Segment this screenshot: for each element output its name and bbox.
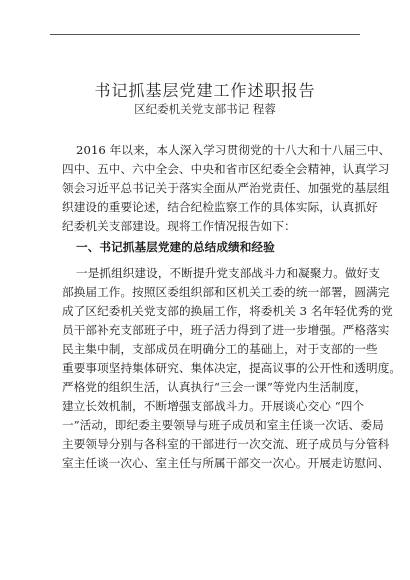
document-subtitle: 区纪委机关党支部书记 程蓉 — [134, 102, 276, 116]
section-heading: 一、书记抓基层党建的总结成绩和经验 — [76, 240, 275, 254]
text-line: 员干部补充支部班子中，班子活力得到了进一步增强。严格落实 — [62, 323, 390, 337]
text-line: 室主任谈一次心、室主任与所属干部交一次心。开展走访慰问、 — [62, 456, 390, 470]
text-line: 领会习近平总书记关于落实全面从严治党责任、加强党的基层组 — [62, 181, 390, 195]
text-line: 主要领导分别与各科室的干部进行一次交流、班子成员与分管科 — [62, 437, 390, 451]
text-line: 重要事项坚持集体研究、集体决定，提高议事的公开性和透明度。 — [62, 361, 402, 375]
section-heading-block — [62, 238, 364, 257]
text-line: 民主集中制，支部成员在明确分工的基础上，对于支部的一些 — [62, 342, 378, 356]
text-line: 建立长效机制，不断增强支部战斗力。开展谈心交心 “四个 — [62, 399, 365, 413]
section-paragraph — [62, 264, 402, 473]
text-line: 一是抓组织建设，不断提升党支部战斗力和凝聚力。做好支 — [76, 266, 381, 280]
text-line: 成了区纪委机关党支部的换届工作，将委机关 3 名年轻优秀的党 — [62, 304, 393, 318]
text-line: 严格党的组织生活，认真执行“三会一课”等党内生活制度， — [62, 380, 367, 394]
text-line: 四中、五中、六中全会、中央和省市区纪委全会精神，认真学习 — [62, 162, 390, 176]
intro-paragraph — [62, 141, 391, 236]
text-line: 一”活动，即纪委主要领导与班子成员和室主任谈一次话、委局 — [62, 418, 384, 432]
text-line: 纪委机关支部建设。现将工作情况报告如下： — [62, 219, 296, 233]
text-line: 部换届工作。按照区委组织部和区机关工委的统一部署，圆满完 — [62, 285, 390, 299]
text-line: 2016 年以来，本人深入学习贯彻党的十八大和十八届三中、 — [76, 143, 391, 157]
text-line: 织建设的重要论述，结合纪检监察工作的具体实际，认真抓好 — [62, 200, 378, 214]
document-title: 书记抓基层党建工作述职报告 — [94, 81, 316, 100]
header-rule — [50, 34, 360, 35]
